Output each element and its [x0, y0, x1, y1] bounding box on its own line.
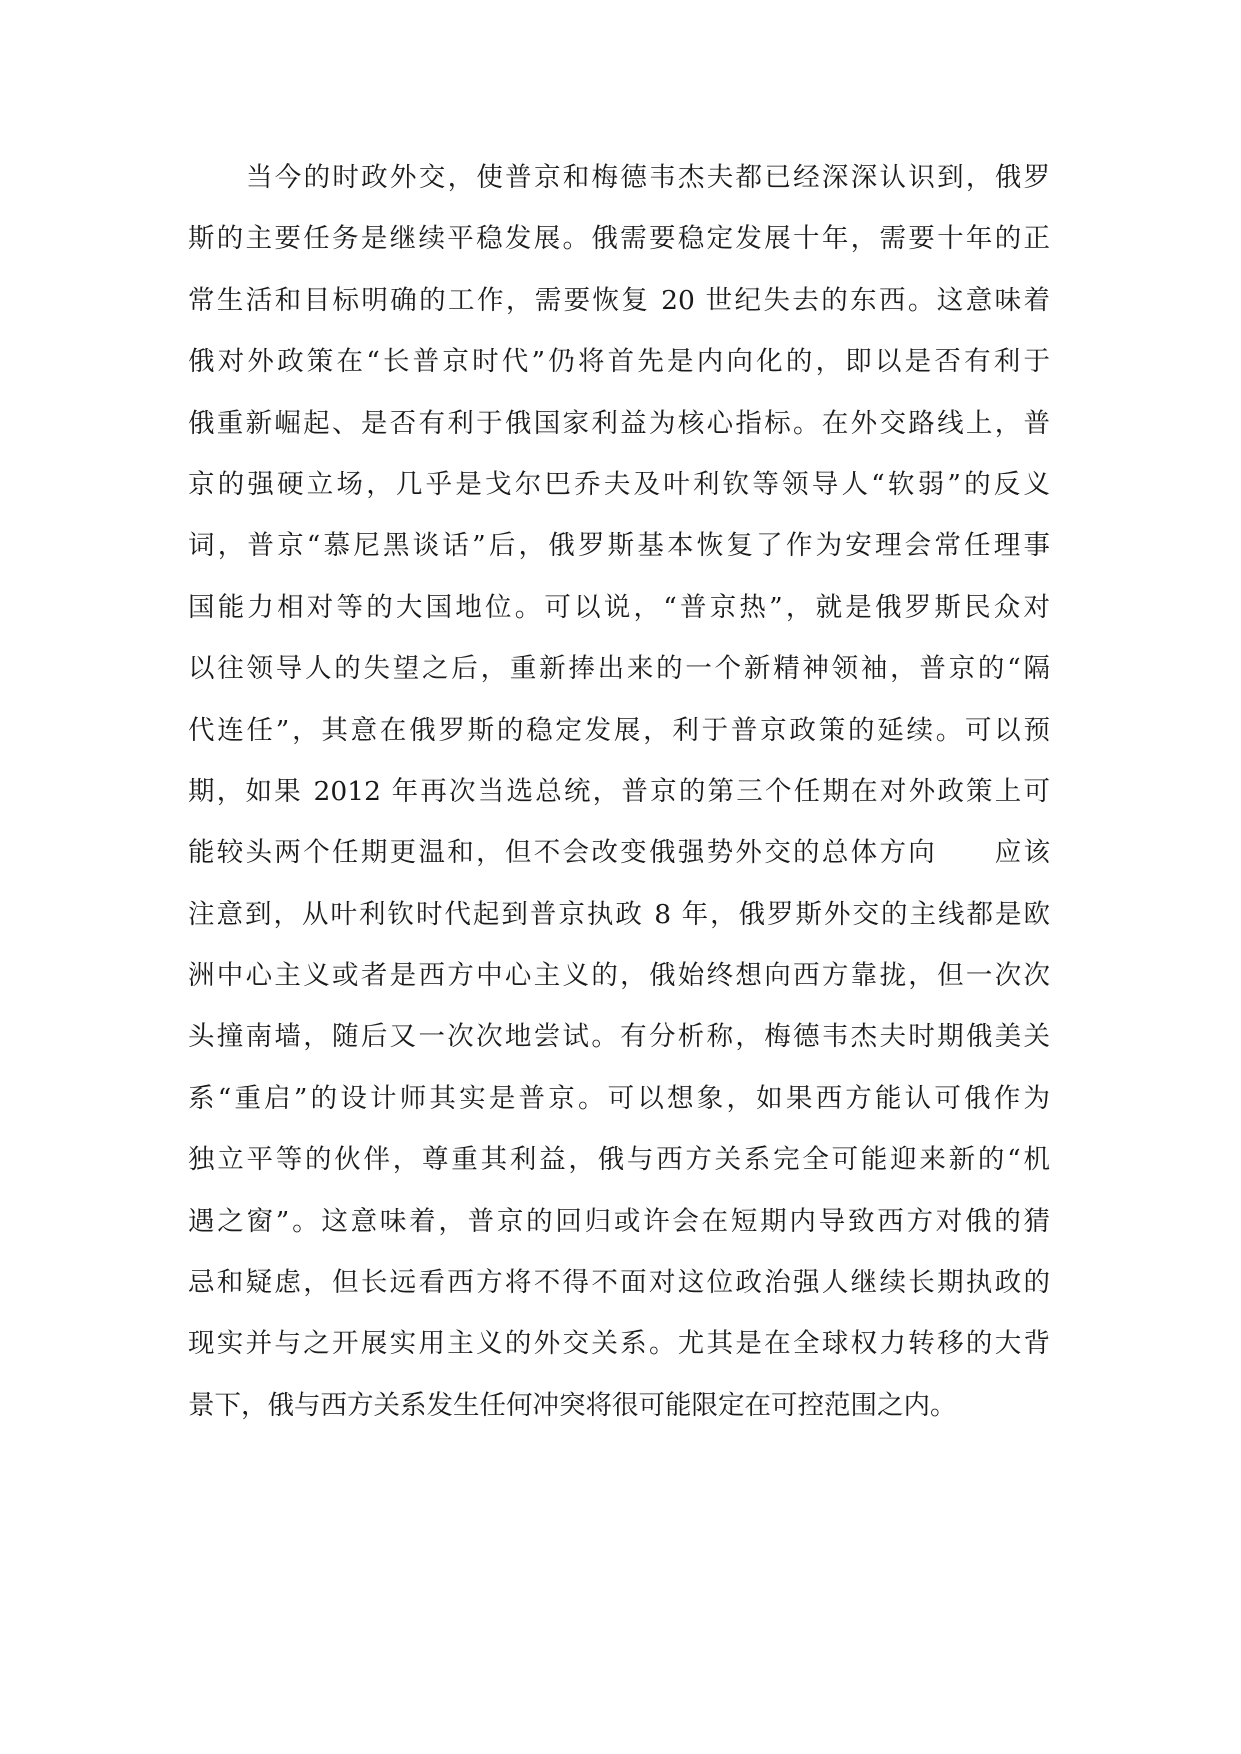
text-line: 当今的时政外交，使普京和梅德韦杰夫都已经深深认识到，俄罗: [246, 162, 1050, 193]
text-line: 头撞南墙，随后又一次次地尝试。有分析称，梅德韦杰夫时期俄美关: [188, 1021, 1050, 1053]
text-line: 常生活和目标明确的工作，需要恢复 20 世纪失去的东西。这意味着: [188, 284, 1050, 316]
text-line: 现实并与之开展实用主义的外交关系。尤其是在全球权力转移的大背: [188, 1328, 1050, 1360]
text-line: 期，如果 2012 年再次当选总统，普京的第三个任期在对外政策上可: [188, 775, 1050, 807]
text-line: 注意到，从叶利钦时代起到普京执政 8 年，俄罗斯外交的主线都是欧: [188, 898, 1050, 930]
text-line: 遇之窗”。这意味着，普京的回归或许会在短期内导致西方对俄的猜: [188, 1205, 1050, 1237]
body-paragraph: [188, 158, 1068, 1447]
text-line: 词，普京“慕尼黑谈话”后，俄罗斯基本恢复了作为安理会常任理事: [188, 530, 1050, 562]
text-line: 以往领导人的失望之后，重新捧出来的一个新精神领袖，普京的“隔: [188, 653, 1050, 685]
text-line: 忌和疑虑，但长远看西方将不得不面对这位政治强人继续长期执政的: [188, 1267, 1050, 1299]
text-line: 洲中心主义或者是西方中心主义的，俄始终想向西方靠拢，但一次次: [188, 960, 1050, 992]
text-line: 独立平等的伙伴，尊重其利益，俄与西方关系完全可能迎来新的“机: [188, 1144, 1050, 1176]
text-line: 斯的主要任务是继续平稳发展。俄需要稳定发展十年，需要十年的正: [188, 223, 1050, 255]
text-line: 俄重新崛起、是否有利于俄国家利益为核心指标。在外交路线上，普: [188, 407, 1050, 439]
text-line: 景下，俄与西方关系发生任何冲突将很可能限定在可控范围之内。: [188, 1389, 957, 1421]
text-line: 京的强硬立场，几乎是戈尔巴乔夫及叶利钦等领导人“软弱”的反义: [188, 468, 1050, 500]
text-line: 代连任”，其意在俄罗斯的稳定发展，利于普京政策的延续。可以预: [188, 714, 1050, 746]
text-line: 国能力相对等的大国地位。可以说，“普京热”，就是俄罗斯民众对: [188, 591, 1050, 623]
text-line: 系“重启”的设计师其实是普京。可以想象，如果西方能认可俄作为: [188, 1082, 1050, 1114]
text-line: 俄对外政策在“长普京时代”仍将首先是内向化的，即以是否有利于: [188, 346, 1050, 378]
text-line: 能较头两个任期更温和，但不会改变俄强势外交的总体方向 应该: [188, 837, 1050, 869]
